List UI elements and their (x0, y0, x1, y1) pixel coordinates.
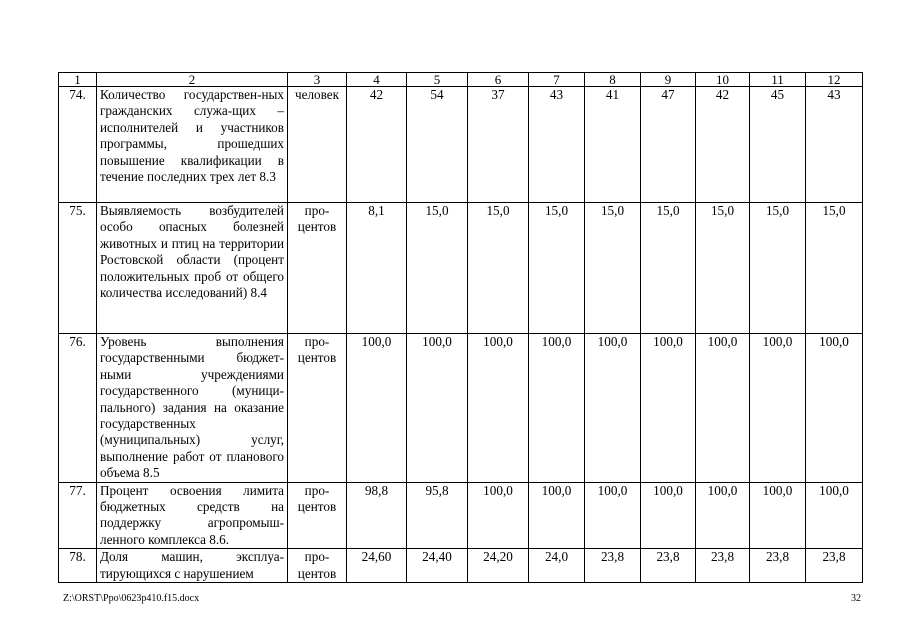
column-header: 3 (288, 73, 347, 87)
indicator-table (58, 72, 863, 583)
row-number: 78. (59, 549, 97, 583)
value-cell: 100,0 (750, 334, 806, 483)
value-cell: 47 (641, 87, 696, 203)
unit-cell: про-центов (288, 482, 347, 549)
column-header: 10 (696, 73, 750, 87)
value-cell: 23,8 (696, 549, 750, 583)
value-cell: 42 (696, 87, 750, 203)
value-cell: 24,0 (529, 549, 585, 583)
value-cell: 100,0 (468, 334, 529, 483)
value-cell: 15,0 (806, 203, 863, 334)
table-row (59, 203, 863, 334)
column-header: 4 (347, 73, 407, 87)
value-cell: 42 (347, 87, 407, 203)
value-cell: 37 (468, 87, 529, 203)
column-header: 1 (59, 73, 97, 87)
value-cell: 15,0 (641, 203, 696, 334)
footer-file-path: Z:\ORST\Ppo\0623p410.f15.docx (63, 593, 200, 604)
row-number: 76. (59, 334, 97, 483)
column-header: 12 (806, 73, 863, 87)
value-cell: 23,8 (750, 549, 806, 583)
value-cell: 24,60 (347, 549, 407, 583)
unit-cell: про-центов (288, 549, 347, 583)
value-cell: 45 (750, 87, 806, 203)
column-header: 8 (585, 73, 641, 87)
value-cell: 15,0 (407, 203, 468, 334)
value-cell: 43 (806, 87, 863, 203)
unit-cell: про-центов (288, 203, 347, 334)
column-header: 5 (407, 73, 468, 87)
value-cell: 100,0 (585, 482, 641, 549)
value-cell: 100,0 (529, 482, 585, 549)
value-cell: 8,1 (347, 203, 407, 334)
value-cell: 95,8 (407, 482, 468, 549)
row-number: 77. (59, 482, 97, 549)
value-cell: 100,0 (468, 482, 529, 549)
unit-cell: про-центов (288, 334, 347, 483)
value-cell: 15,0 (750, 203, 806, 334)
value-cell: 100,0 (641, 482, 696, 549)
unit-cell: человек (288, 87, 347, 203)
indicator-description: Доля машин, эксплуа-тирующихся с нарушением (97, 549, 288, 583)
table-row (59, 334, 863, 483)
value-cell: 15,0 (585, 203, 641, 334)
value-cell: 15,0 (696, 203, 750, 334)
indicator-description: Выявляемость возбудителей особо опасных болезней животных и птиц на территории Ростовской области (процент положительных проб от общего количества исследований) 8.4 (97, 203, 288, 334)
value-cell: 24,40 (407, 549, 468, 583)
value-cell: 23,8 (585, 549, 641, 583)
value-cell: 41 (585, 87, 641, 203)
value-cell: 15,0 (468, 203, 529, 334)
table-row (59, 482, 863, 549)
value-cell: 15,0 (529, 203, 585, 334)
value-cell: 100,0 (529, 334, 585, 483)
value-cell: 100,0 (806, 334, 863, 483)
value-cell: 100,0 (696, 334, 750, 483)
value-cell: 23,8 (641, 549, 696, 583)
column-header: 6 (468, 73, 529, 87)
column-header: 9 (641, 73, 696, 87)
page-number: 32 (851, 593, 861, 604)
value-cell: 100,0 (585, 334, 641, 483)
row-number: 74. (59, 87, 97, 203)
header-row (59, 73, 863, 87)
column-header: 2 (97, 73, 288, 87)
value-cell: 100,0 (407, 334, 468, 483)
indicator-description: Процент освоения лимита бюджетных средств на поддержку агропромыш-ленного комплекса 8.6. (97, 482, 288, 549)
indicator-description: Количество государствен-ных гражданских служа-щих – исполнителей и участников программы, прошедших повышение квалификации в течение последних трех лет 8.3 (97, 87, 288, 203)
table-row (59, 87, 863, 203)
value-cell: 43 (529, 87, 585, 203)
row-number: 75. (59, 203, 97, 334)
column-header: 7 (529, 73, 585, 87)
value-cell: 100,0 (347, 334, 407, 483)
value-cell: 98,8 (347, 482, 407, 549)
value-cell: 54 (407, 87, 468, 203)
table-row (59, 549, 863, 583)
value-cell: 24,20 (468, 549, 529, 583)
value-cell: 100,0 (696, 482, 750, 549)
value-cell: 100,0 (750, 482, 806, 549)
value-cell: 23,8 (806, 549, 863, 583)
column-header: 11 (750, 73, 806, 87)
value-cell: 100,0 (806, 482, 863, 549)
indicator-description: Уровень выполнения государственными бюджет-ными учреждениями государственного (муници-пального) задания на оказание государственных (муниципальных) услуг, выполнение работ от планового объема 8.5 (97, 334, 288, 483)
value-cell: 100,0 (641, 334, 696, 483)
